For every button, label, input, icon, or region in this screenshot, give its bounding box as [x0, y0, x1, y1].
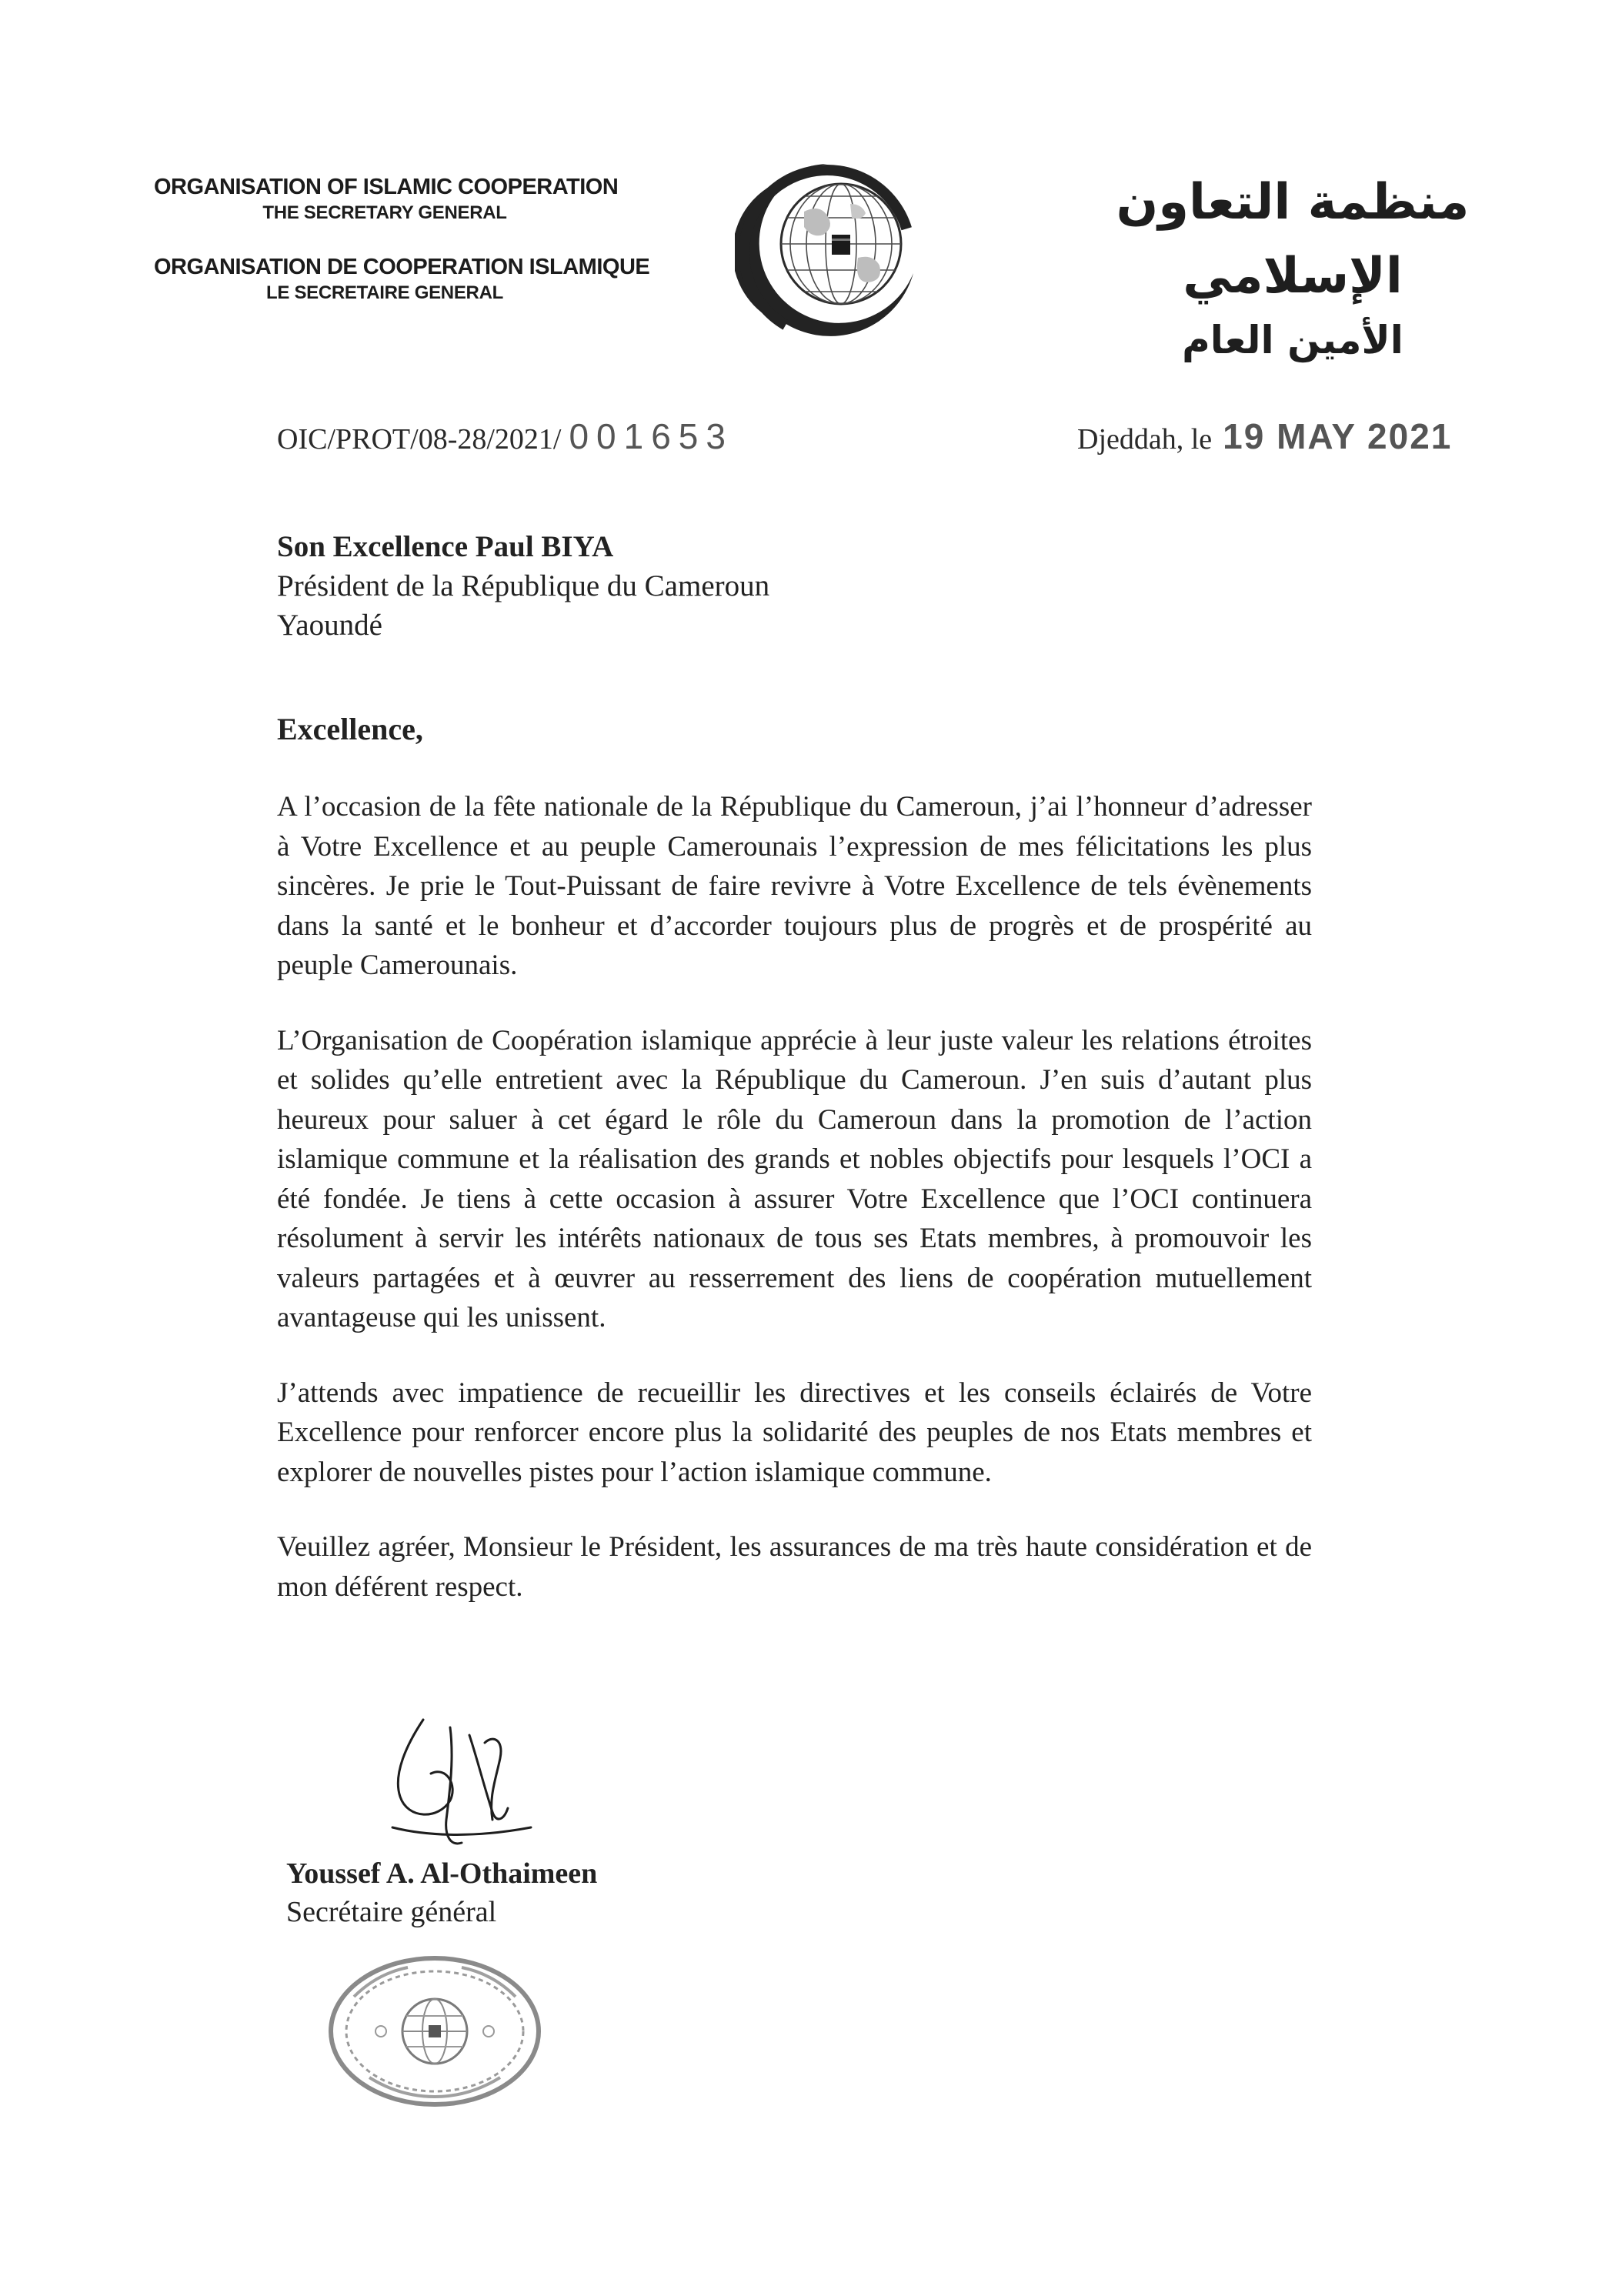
paragraph: J’attends avec impatience de recueillir les directives et les conseils éclairés de Votre Excellence pour renforcer encore plus la solidarité des peuples de nos Etats membres et explorer de nouvelles pistes pour l’action islamique commune. [277, 1377, 1312, 1488]
recipient-address [277, 527, 769, 645]
recipient-city: Yaoundé [277, 609, 382, 642]
paragraph: Veuillez agréer, Monsieur le Président, les assurances de ma très haute considération et de mon déférent respect. [277, 1531, 1312, 1603]
org-name-ar: منظمة التعاون الإسلامي [1116, 174, 1470, 305]
recipient-name: Son Excellence Paul BIYA [277, 530, 614, 563]
oic-logo [735, 158, 919, 342]
org-title-en: THE SECRETARY GENERAL [262, 202, 507, 223]
signer-block [286, 1854, 597, 1931]
date-line [1077, 415, 1452, 457]
oic-logo-icon [735, 158, 919, 342]
handwritten-signature-icon [377, 1712, 554, 1858]
reference-line [277, 415, 733, 457]
date-place: Djeddah, le [1077, 423, 1213, 456]
signer-title: Secrétaire général [286, 1896, 497, 1928]
date-stamp: 19 MAY 2021 [1223, 416, 1453, 456]
signer-name: Youssef A. Al-Othaimeen [286, 1857, 598, 1890]
recipient-title: Président de la République du Cameroun [277, 569, 770, 602]
paragraph: A l’occasion de la fête nationale de la République du Cameroun, j’ai l’honneur d’adresser à Votre Excellence et au peuple Camerounais l’expression de mes félicitations les plus sincères. Je prie le Tout-Puissant de faire revivre à Votre Excellence de tels évènements dans la santé et le bonheur et d’accorder toujours plus de progrès et de prospérité au peuple Camerounais. [277, 791, 1312, 981]
salutation: Excellence, [277, 712, 423, 746]
org-title-ar: الأمين العام [1182, 318, 1403, 362]
official-seal-icon [323, 1951, 546, 2112]
org-name-fr: ORGANISATION DE COOPERATION ISLAMIQUE [154, 255, 650, 279]
reference-number-stamp: 001653 [569, 416, 733, 456]
org-title-fr: LE SECRETAIRE GENERAL [266, 282, 503, 303]
reference-prefix: OIC/PROT/08-28/2021/ [277, 423, 562, 456]
letterhead-arabic [1093, 165, 1493, 367]
letter-body [277, 787, 1312, 1642]
letterhead-latin [154, 173, 650, 305]
org-name-en: ORGANISATION OF ISLAMIC COOPERATION [154, 175, 619, 199]
paragraph: L’Organisation de Coopération islamique apprécie à leur juste valeur les relations étroites et solides qu’elle entretient avec la République du Cameroun. J’en suis d’autant plus heureux pour saluer à cet égard le rôle du Cameroun dans la promotion de l’action islamique commune et la réalisation des grands et nobles objectifs pour lesquels l’OCI a été fondée. Je tiens à cette occasion à assurer Votre Excellence que l’OCI continuera résolument à servir les intérêts nationaux de tous ses Etats membres, à promouvoir les valeurs partagées et à œuvrer au resserrement des liens de coopération mutuellement avantageuse qui les unissent. [277, 1024, 1312, 1333]
